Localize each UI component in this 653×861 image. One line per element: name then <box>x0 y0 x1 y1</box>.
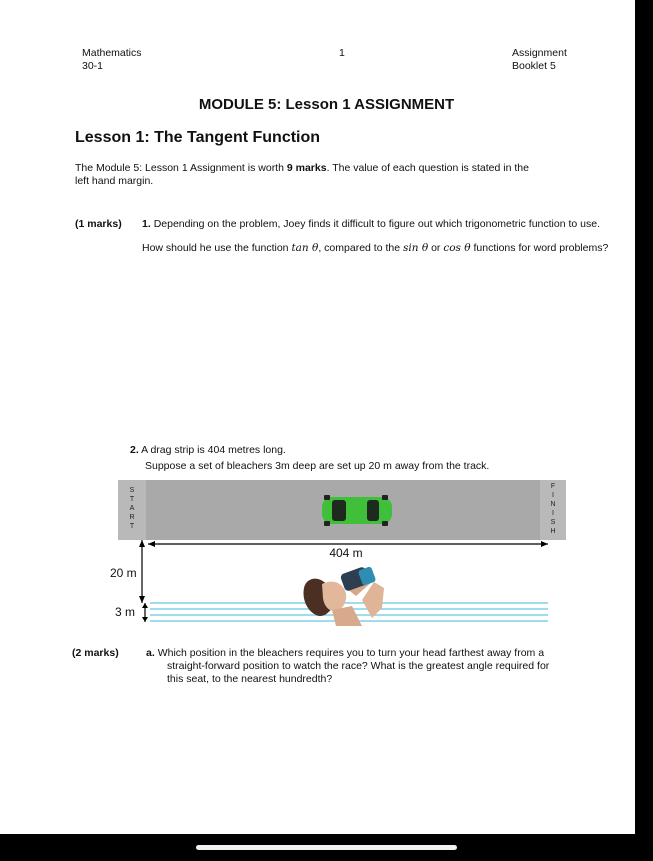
q1-line2-c: or <box>428 242 444 254</box>
q2-text1: A drag strip is 404 metres long. <box>141 444 286 456</box>
finish-letter: I <box>552 510 554 517</box>
car-wheel <box>324 521 330 526</box>
race-car <box>322 495 392 526</box>
finish-letter: H <box>550 528 556 535</box>
depth-arrow-bottom <box>142 617 148 622</box>
car-windshield <box>367 500 379 521</box>
header-booklet <box>512 47 567 73</box>
home-indicator[interactable] <box>196 845 457 850</box>
q1-line2-a: How should he use the function <box>142 242 292 254</box>
q2a-marks: (2 marks) <box>72 647 119 659</box>
depth-label: 3 m <box>115 605 136 619</box>
car-rear-window <box>332 500 346 521</box>
intro-paragraph <box>75 162 615 187</box>
q1-marks: (1 marks) <box>75 218 122 230</box>
header-booklet-line2: Booklet 5 <box>512 60 556 72</box>
length-arrow-right <box>541 541 548 547</box>
q1-line2 <box>142 242 608 255</box>
q2a-line2: straight-forward position to watch the race? What is the greatest angle required for <box>167 660 550 672</box>
header-subject-line2: 30-1 <box>82 60 104 72</box>
depth-arrow-top <box>142 603 148 608</box>
finish-letter: I <box>552 492 554 499</box>
gap-arrow-bottom <box>139 596 145 603</box>
q1-cos: cos θ <box>443 242 471 254</box>
intro-text-2: . The value of each question is stated in the <box>326 162 529 174</box>
finish-letter: N <box>550 501 556 508</box>
length-label: 404 m <box>329 546 363 560</box>
drag-strip-diagram <box>110 478 570 628</box>
page-title: MODULE 5: Lesson 1 ASSIGNMENT <box>198 96 455 113</box>
finish-letter: S <box>550 519 556 526</box>
header-subject-line1: Mathematics <box>82 47 142 59</box>
q1-text: Depending on the problem, Joey finds it difficult to figure out which trigonometric function to use. <box>153 218 600 230</box>
q1-number: 1. <box>142 218 151 230</box>
gap-label: 20 m <box>110 566 137 580</box>
start-letter: S <box>129 487 135 494</box>
viewer-edge <box>635 0 653 834</box>
q1-tan: tan θ <box>291 242 319 254</box>
intro-marks: 9 marks <box>286 162 327 174</box>
intro-text-1: The Module 5: Lesson 1 Assignment is worth <box>75 162 287 174</box>
diagram-svg <box>110 478 570 628</box>
intro-text-line2: left hand margin. <box>75 174 154 187</box>
q2a-letter: a. <box>146 647 155 659</box>
finish-letter: F <box>550 483 556 490</box>
start-letter: R <box>129 514 135 521</box>
start-label <box>129 487 134 530</box>
page-number: 1 <box>339 47 345 59</box>
q2-line2: Suppose a set of bleachers 3m deep are set up 20 m away from the track. <box>145 460 490 472</box>
length-arrow-left <box>148 541 155 547</box>
start-letter: T <box>129 496 135 503</box>
car-wheel <box>382 521 388 526</box>
gap-arrow-top <box>139 540 145 547</box>
car-wheel <box>324 495 330 500</box>
q1-line2-d: functions for word problems? <box>470 242 609 254</box>
car-wheel <box>382 495 388 500</box>
header-subject <box>82 47 142 73</box>
q1-line2-b: , compared to the <box>318 242 403 254</box>
header-booklet-line1: Assignment <box>512 47 567 59</box>
q1-line1 <box>142 218 600 231</box>
start-letter: A <box>129 505 135 512</box>
spectator-figure <box>304 566 385 626</box>
lesson-title: Lesson 1: The Tangent Function <box>75 129 321 146</box>
q1-sin: sin θ <box>402 242 429 254</box>
q2-number: 2. <box>130 444 139 456</box>
start-letter: T <box>129 523 135 530</box>
q2a-line3: this seat, to the nearest hundredth? <box>167 673 333 685</box>
q2a-text1: Which position in the bleachers requires you to turn your head farthest away from a <box>157 647 545 659</box>
q2-line1 <box>130 444 286 457</box>
q2a-line1 <box>146 647 544 660</box>
